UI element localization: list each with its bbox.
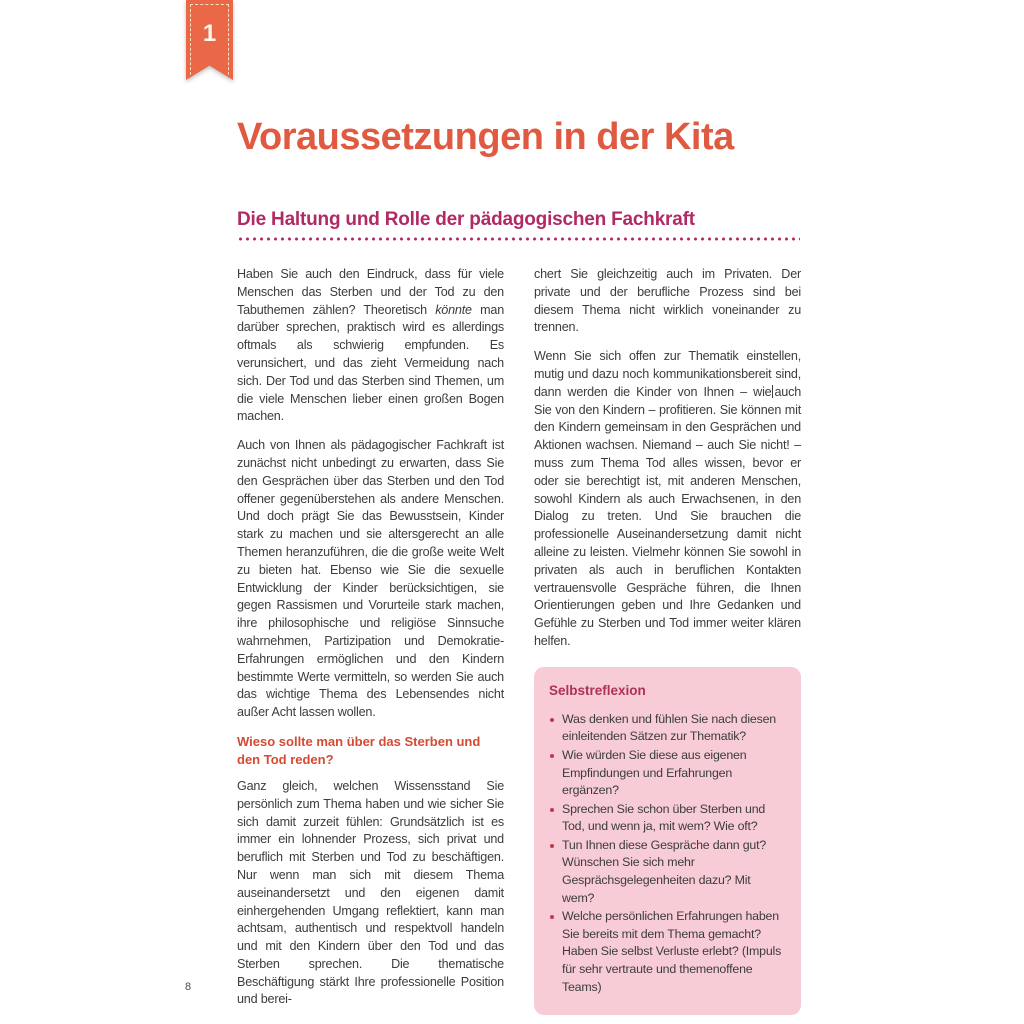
section-heading: Die Haltung und Rolle der pädagogischen Fachkraft	[237, 209, 695, 230]
dotted-divider	[237, 237, 800, 241]
paragraph-italic-text: könnte	[435, 302, 472, 317]
list-item: Was denken und fühlen Sie nach diesen einleitenden Sätzen zur Thematik?	[549, 711, 786, 746]
sub-section-heading: Wieso sollte man über das Sterben und den Tod reden?	[237, 733, 481, 767]
paragraph	[237, 266, 504, 426]
self-reflection-box	[534, 667, 801, 1016]
chapter-number: 1	[202, 20, 217, 47]
paragraph-text: auch Sie von den Kindern – profitieren. Sie können mit den Kindern gemeinsam in den Gesprächen und Aktionen wachsen. Niemand – auch Sie nicht! – muss zum Thema Tod alles wissen, bevor er oder sie berechtigt ist, mit anderen Menschen, sowohl Kindern als auch Erwachsenen, in den Dialog zu treten. Und Sie brauchen die professionelle Auseinandersetzung damit nicht alleine zu leisten. Vielmehr können Sie sowohl in privaten als auch in beruflichen Kontakten vertrauensvolle Gespräche führen, die Ihnen Orientierungen geben und Ihre Gedanken und Gefühle zu Sterben und Tod immer weiter klären helfen.	[534, 384, 801, 648]
paragraph: Ganz gleich, welchen Wissensstand Sie persönlich zum Thema haben und wie sicher Sie sich damit zurzeit fühlen: Grundsätzlich ist es immer ein lohnender Prozess, sich privat und beruflich mit Sterben und Tod zu beschäftigen. Nur wenn man sich mit diesem Thema auseinandersetzt und den eigenen damit einhergehenden Umgang reflektiert, kann man achtsam, authentisch und respektvoll handeln und mit den Kindern über den Tod und das Sterben sprechen. Die thematische Beschäftigung stärkt Ihre professionelle Position und berei-	[237, 778, 504, 1007]
paragraph-text: Wenn Sie sich offen zur Thematik einstellen, mutig und dazu noch kommunikationsbereit sind, dann werden die Kinder von Ihnen – wie	[534, 349, 801, 399]
page-number: 8	[185, 981, 192, 993]
paragraph-text: Haben Sie auch den Eindruck, dass für viele Menschen das Sterben und der Tod zu den Tabuthemen zählen? Theoretisch	[237, 267, 504, 317]
chapter-ribbon	[186, 0, 233, 80]
paragraph: Auch von Ihnen als pädagogischer Fachkraft ist zunächst nicht unbedingt zu erwarten, dass Sie den Gesprächen über das Sterben und den Tod offener gegenüberstehen als andere Menschen. Und doch prägt Sie das Bewusstsein, Kinder stark zu machen und sie altersgerecht an alle Themen heranzuführen, die die große weite Welt zu bieten hat. Ebenso wie Sie die sexuelle Entwicklung der Kinder berücksichtigen, sie gegen Rassismen und Vorurteile stark machen, ihre philosophische und religiöse Sinnsuche wahrnehmen, Partizipation und Demokratie-Erfahrungen ermöglichen und den Kindern bestimmte Werte vermitteln, so werden Sie auch das wichtige Thema des Lebensendes nicht außer Acht lassen wollen.	[237, 438, 504, 720]
list-item: Welche persönlichen Erfahrungen haben Sie bereits mit dem Thema gemacht? Haben Sie selbst Verluste erlebt? (Impuls für sehr vertraute und themenoffene Teams)	[549, 908, 786, 996]
page-title: Voraussetzungen in der Kita	[237, 116, 734, 158]
body-columns	[237, 266, 802, 1015]
list-item: Sprechen Sie schon über Sterben und Tod, und wenn ja, mit wem? Wie oft?	[549, 801, 786, 836]
reflection-bullet-list	[549, 711, 786, 997]
paragraph: chert Sie gleichzeitig auch im Privaten. Der private und der berufliche Prozess sind bei diesem Thema nicht wirklich voneinander zu trennen.	[534, 267, 801, 335]
left-column	[237, 266, 504, 1015]
paragraph-text: man darüber sprechen, praktisch wird es allerdings oftmals als schwierig empfunden. Es verunsichert, und das zieht Vermeidung nach sich. Der Tod und das Sterben sind Themen, um die viele Menschen lieber einen großen Bogen machen.	[237, 302, 504, 424]
list-item: Tun Ihnen diese Gespräche dann gut? Wünschen Sie sich mehr Gesprächsgelegenheiten dazu? Mit wem?	[549, 837, 786, 907]
paragraph	[534, 348, 801, 651]
list-item: Wie würden Sie diese aus eigenen Empfindungen und Erfahrungen ergänzen?	[549, 747, 786, 800]
right-column	[534, 266, 801, 1015]
reflection-box-title: Selbstreflexion	[549, 682, 646, 698]
